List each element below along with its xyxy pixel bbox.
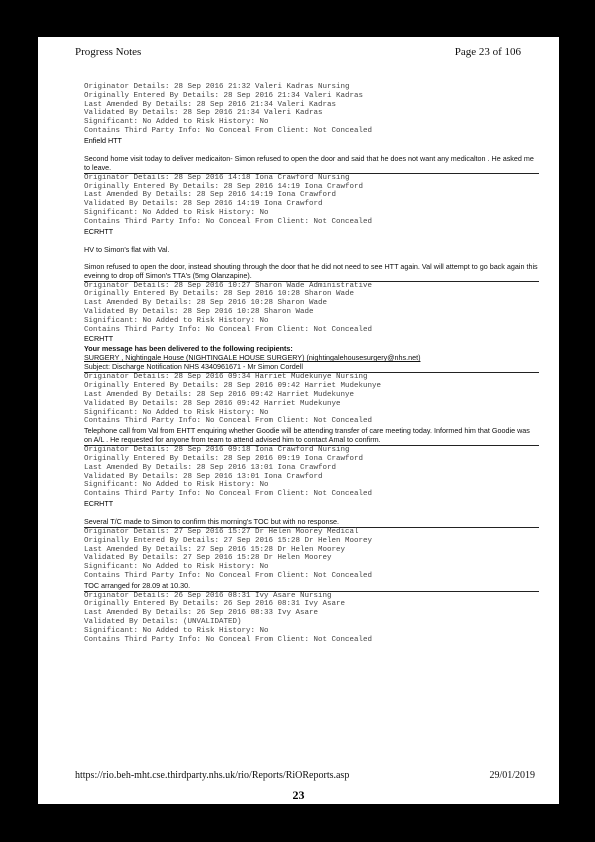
note-originally-entered: Originally Entered By Details: 26 Sep 2016 08:31 Ivy Asare <box>84 600 346 609</box>
note-validated: Validated By Details: (UNVALIDATED) <box>84 618 242 627</box>
note-originally-entered: Originally Entered By Details: 28 Sep 2016 09:42 Harriet Mudekunye <box>84 382 382 391</box>
page-header-title: Progress Notes <box>75 46 142 58</box>
note-text: Simon refused to open the door, instead shouting through the door that he did not need to see HTT again. Val will attempt to go back again this eveinng to drop off Simon's TTA's (5mg Olanzapine). <box>84 261 538 280</box>
note-significant: Significant: No Added to Risk History: No <box>84 118 269 127</box>
note-last-amended: Last Amended By Details: 27 Sep 2016 15:28 Dr Helen Moorey <box>84 545 346 554</box>
note-third-party: Contains Third Party Info: No Conceal From Client: Not Concealed <box>84 217 373 226</box>
footer-url: https://rio.beh-mht.cse.thirdparty.nhs.uk/rio/Reports/RiOReports.asp <box>75 770 350 781</box>
message-recipient: SURGERY , Nightingale House (NIGHTINGALE HOUSE SURGERY) (nightingalehousesurgery@nhs.net) <box>84 353 421 363</box>
note-originator: Originator Details: 27 Sep 2016 15:27 Dr Helen Moorey Medical <box>84 527 359 536</box>
note-text: Several T/C made to Simon to confirm this morning's TOC but with no response. <box>84 516 340 526</box>
note-third-party: Contains Third Party Info: No Conceal From Client: Not Concealed <box>84 126 373 135</box>
note-text: TOC arranged for 28.09 at 10.30. <box>84 580 191 590</box>
note-validated: Validated By Details: 27 Sep 2016 15:28 Dr Helen Moorey <box>84 554 332 563</box>
note-validated: Validated By Details: 28 Sep 2016 09:42 Harriet Mudekunye <box>84 399 341 408</box>
note-validated: Validated By Details: 28 Sep 2016 13:01 Iona Crawford <box>84 472 323 481</box>
note-third-party: Contains Third Party Info: No Conceal From Client: Not Concealed <box>84 635 373 644</box>
note-last-amended: Last Amended By Details: 28 Sep 2016 09:42 Harriet Mudekunye <box>84 390 355 399</box>
note-third-party: Contains Third Party Info: No Conceal From Client: Not Concealed <box>84 490 373 499</box>
note-significant: Significant: No Added to Risk History: No <box>84 563 269 572</box>
note-entry <box>84 174 539 282</box>
note-validated: Validated By Details: 28 Sep 2016 14:19 Iona Crawford <box>84 200 323 209</box>
message-subject: Subject: Discharge Notification NHS 4340961671 - Mr Simon Cordell <box>84 362 303 372</box>
note-team: ECRHTT <box>84 334 114 344</box>
note-entry <box>84 528 539 592</box>
note-entry <box>84 83 539 174</box>
note-text: Second home visit today to deliver medicaiton- Simon refused to open the door and said that he does not want any medicalton . He asked me to leave. <box>84 153 534 172</box>
note-originally-entered: Originally Entered By Details: 28 Sep 2016 10:28 Sharon Wade <box>84 290 355 299</box>
note-entry <box>84 446 539 528</box>
note-team: ECRHTT <box>84 226 114 236</box>
note-significant: Significant: No Added to Risk History: No <box>84 626 269 635</box>
footer-date: 29/01/2019 <box>489 770 535 781</box>
note-last-amended: Last Amended By Details: 28 Sep 2016 13:01 Iona Crawford <box>84 463 337 472</box>
document-page <box>38 37 559 804</box>
message-delivered-heading: Your message has been delivered to the following recipients: <box>84 344 293 354</box>
progress-notes-list <box>84 83 539 644</box>
note-team: Enfield HTT <box>84 135 122 145</box>
page-header-page-label: Page 23 of 106 <box>454 46 521 58</box>
note-significant: Significant: No Added to Risk History: No <box>84 208 269 217</box>
note-entry <box>84 373 539 446</box>
note-last-amended: Last Amended By Details: 28 Sep 2016 14:19 Iona Crawford <box>84 191 337 200</box>
page-number: 23 <box>292 788 305 802</box>
note-originator: Originator Details: 28 Sep 2016 09:18 Iona Crawford Nursing <box>84 446 350 455</box>
note-last-amended: Last Amended By Details: 26 Sep 2016 08:33 Ivy Asare <box>84 609 319 618</box>
note-originally-entered: Originally Entered By Details: 27 Sep 2016 15:28 Dr Helen Moorey <box>84 536 373 545</box>
note-significant: Significant: No Added to Risk History: No <box>84 408 269 417</box>
note-originally-entered: Originally Entered By Details: 28 Sep 2016 09:19 Iona Crawford <box>84 454 364 463</box>
note-text: HV to Simon's flat with Val. <box>84 244 170 254</box>
note-originator: Originator Details: 26 Sep 2016 08:31 Ivy Asare Nursing <box>84 591 332 600</box>
note-third-party: Contains Third Party Info: No Conceal From Client: Not Concealed <box>84 325 373 334</box>
note-entry <box>84 282 539 374</box>
note-entry <box>84 592 539 645</box>
note-originally-entered: Originally Entered By Details: 28 Sep 2016 14:19 Iona Crawford <box>84 182 364 191</box>
note-originator: Originator Details: 28 Sep 2016 21:32 Valeri Kadras Nursing <box>84 83 350 91</box>
note-validated: Validated By Details: 28 Sep 2016 10:28 Sharon Wade <box>84 307 314 316</box>
note-third-party: Contains Third Party Info: No Conceal From Client: Not Concealed <box>84 417 373 426</box>
note-validated: Validated By Details: 28 Sep 2016 21:34 Valeri Kadras <box>84 109 323 118</box>
note-last-amended: Last Amended By Details: 28 Sep 2016 21:34 Valeri Kadras <box>84 100 337 109</box>
note-originator: Originator Details: 28 Sep 2016 10:27 Sharon Wade Administrative <box>84 281 373 290</box>
note-last-amended: Last Amended By Details: 28 Sep 2016 10:28 Sharon Wade <box>84 299 328 308</box>
note-significant: Significant: No Added to Risk History: No <box>84 316 269 325</box>
note-originator: Originator Details: 28 Sep 2016 09:34 Harriet Mudekunye Nursing <box>84 373 368 382</box>
note-significant: Significant: No Added to Risk History: No <box>84 481 269 490</box>
note-originally-entered: Originally Entered By Details: 28 Sep 2016 21:34 Valeri Kadras <box>84 91 364 100</box>
note-originator: Originator Details: 28 Sep 2016 14:18 Iona Crawford Nursing <box>84 173 350 182</box>
note-text: Telephone call from Val from EHTT enquiring whether Goodie will be attending transfer of care meeting today. Informed him that Goodie was on A/L . He requested for anyone from team to attend advised him to contact Amal to confirm. <box>84 426 530 445</box>
note-team: ECRHTT <box>84 498 114 508</box>
note-third-party: Contains Third Party Info: No Conceal From Client: Not Concealed <box>84 571 373 580</box>
